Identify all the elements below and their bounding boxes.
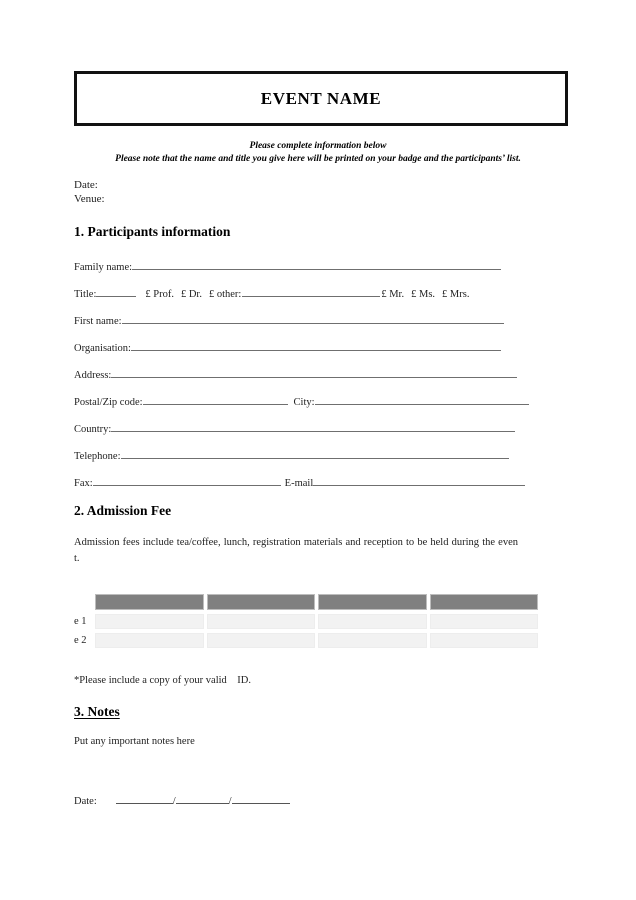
signature-date-line: [74, 792, 290, 807]
checkbox-mrs[interactable]: £ Mrs.: [442, 289, 470, 300]
field-row-fax-email: [74, 474, 544, 501]
table-cell[interactable]: [318, 633, 427, 648]
organisation-label: Organisation:: [74, 343, 131, 354]
admission-footnote: *Please include a copy of your valid ID.: [74, 675, 251, 686]
field-row-address: [74, 366, 544, 393]
notes-body-text: Put any important notes here: [74, 736, 195, 747]
signature-month-input[interactable]: [176, 792, 229, 804]
table-row-label: e 2: [74, 634, 87, 646]
date-separator-1: /: [172, 796, 176, 807]
checkbox-dr[interactable]: £ Dr.: [180, 289, 202, 300]
email-input[interactable]: [313, 474, 525, 486]
signature-year-input[interactable]: [232, 792, 290, 804]
country-label: Country:: [74, 424, 112, 435]
section-heading-notes: 3. Notes: [74, 704, 120, 719]
family-name-label: Family name:: [74, 262, 133, 273]
admission-fee-paragraph: Admission fees include tea/coffee, lunch, registration materials and reception to be held during the even t.: [74, 537, 518, 564]
telephone-label: Telephone:: [74, 451, 121, 462]
table-header-cell: [207, 594, 316, 610]
telephone-input[interactable]: [121, 447, 509, 459]
table-cell[interactable]: [207, 633, 316, 648]
section-heading-participants: 1. Participants information: [74, 224, 231, 239]
field-row-postal-city: [74, 393, 544, 420]
table-cell[interactable]: [430, 614, 539, 629]
field-row-country: [74, 420, 544, 447]
country-input[interactable]: [111, 420, 515, 432]
fax-label: Fax:: [74, 478, 93, 489]
table-cell[interactable]: [95, 614, 204, 629]
postal-code-label: Postal/Zip code:: [74, 397, 143, 408]
event-title-box: [74, 71, 568, 126]
checkbox-mr[interactable]: £ Mr.: [381, 289, 405, 300]
table-header-cell: [430, 594, 539, 610]
signature-date-label: Date:: [74, 796, 97, 807]
checkbox-other[interactable]: £ other:: [208, 289, 242, 300]
page-title: EVENT NAME: [260, 88, 382, 108]
first-name-label: First name:: [74, 316, 122, 327]
table-cell[interactable]: [207, 614, 316, 629]
field-row-telephone: [74, 447, 544, 474]
address-label: Address:: [74, 370, 112, 381]
instruction-line-2: Please note that the name and title you give here will be printed on your badge and the participants’ list.: [115, 154, 521, 164]
field-row-organisation: [74, 339, 544, 366]
family-name-input[interactable]: [132, 258, 501, 270]
instructions-block: [0, 140, 636, 166]
table-row: [74, 613, 538, 629]
organisation-input[interactable]: [131, 339, 501, 351]
table-header-row: [74, 594, 538, 610]
postal-code-input[interactable]: [143, 393, 288, 405]
checkbox-ms[interactable]: £ Ms.: [411, 289, 436, 300]
table-cell[interactable]: [95, 633, 204, 648]
title-label: Title:: [74, 289, 97, 300]
fax-input[interactable]: [93, 474, 281, 486]
table-cell[interactable]: [430, 633, 539, 648]
address-input[interactable]: [111, 366, 517, 378]
table-header-cell: [318, 594, 427, 610]
participants-form-fields: [74, 258, 544, 501]
event-meta: [74, 178, 105, 206]
table-cell[interactable]: [318, 614, 427, 629]
table-row-label: e 1: [74, 615, 87, 627]
instruction-line-1: Please complete information below: [249, 141, 387, 151]
admission-fee-table: [74, 594, 538, 651]
section-heading-admission-fee: 2. Admission Fee: [74, 503, 172, 518]
table-header-cell: [95, 594, 204, 610]
email-label: E-mail: [284, 478, 314, 489]
field-row-family-name: [74, 258, 544, 285]
field-row-first-name: [74, 312, 544, 339]
checkbox-prof[interactable]: £ Prof.: [145, 289, 174, 300]
field-row-title: [74, 285, 544, 312]
table-row: [74, 632, 538, 648]
title-input[interactable]: [96, 285, 136, 297]
date-separator-2: /: [228, 796, 232, 807]
event-venue-label: Venue:: [74, 193, 105, 205]
city-label: City:: [293, 397, 315, 408]
signature-day-input[interactable]: [116, 792, 173, 804]
title-other-input[interactable]: [242, 285, 380, 297]
first-name-input[interactable]: [122, 312, 504, 324]
city-input[interactable]: [315, 393, 529, 405]
event-date-label: Date:: [74, 179, 98, 191]
